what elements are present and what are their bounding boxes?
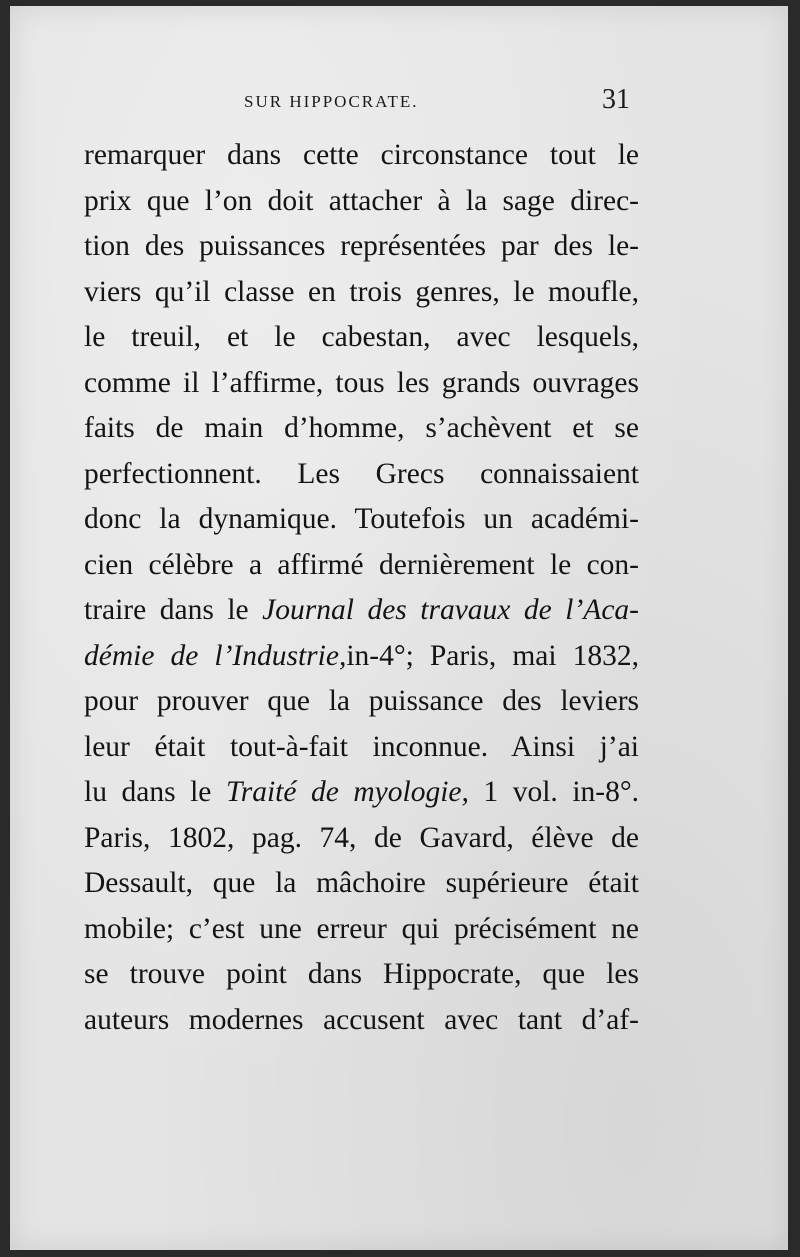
text-line — [84, 907, 639, 953]
text-line — [84, 588, 639, 634]
text-segment: tion des puissances représentées par des le- — [84, 230, 639, 262]
text-segment: mobile; c’est une erreur qui précisément ne — [84, 912, 639, 945]
text-segment: donc la dynamique. Toutefois un académi- — [84, 503, 639, 535]
text-line — [84, 406, 639, 452]
text-line — [84, 998, 639, 1044]
text-line — [84, 452, 639, 498]
page-number: 31 — [602, 84, 630, 115]
text-line — [84, 634, 639, 680]
text-line — [84, 224, 639, 270]
body-text — [84, 133, 639, 1043]
text-line — [84, 770, 639, 816]
running-head: SUR HIPPOCRATE. — [244, 92, 419, 111]
text-segment: auteurs modernes accusent avec tant d’af- — [84, 1003, 639, 1036]
text-line — [84, 270, 639, 316]
text-segment: prix que l’on doit attacher à la sage direc- — [84, 184, 639, 217]
text-segment: faits de main d’homme, s’achèvent et se — [84, 412, 639, 444]
text-segment: se trouve point dans Hippocrate, que les — [84, 958, 639, 990]
text-segment: pour prouver que la puissance des leviers — [84, 685, 639, 717]
text-line — [84, 133, 639, 179]
text-line — [84, 725, 639, 771]
text-line — [84, 361, 639, 407]
text-segment: Paris, 1802, pag. 74, de Gavard, élève de — [84, 821, 639, 854]
text-line — [84, 861, 639, 907]
page-header — [244, 86, 644, 126]
text-segment: 1 vol. in-8°. — [468, 776, 640, 808]
text-line — [84, 315, 639, 361]
text-segment: perfectionnent. Les Grecs connaissaient — [84, 457, 639, 490]
text-line — [84, 179, 639, 225]
text-segment: remarquer dans cette circonstance tout le — [84, 139, 639, 171]
text-line — [84, 952, 639, 998]
text-segment: in-4°; Paris, mai 1832, — [346, 639, 640, 672]
text-line — [84, 816, 639, 862]
text-segment: Dessault, que la mâchoire supérieure était — [84, 867, 639, 899]
italic-text: Journal des travaux de l’Aca- — [262, 594, 639, 626]
text-line — [84, 679, 639, 725]
text-line — [84, 543, 639, 589]
text-segment: lu dans le — [84, 776, 226, 808]
text-segment: cien célèbre a affirmé dernièrement le con- — [84, 548, 639, 581]
text-segment: leur était tout-à-fait inconnue. Ainsi j’ai — [84, 730, 639, 763]
italic-text: démie de l’Industrie, — [84, 639, 347, 672]
book-page — [10, 6, 788, 1250]
text-segment: comme il l’affirme, tous les grands ouvrages — [84, 366, 639, 399]
italic-text: Traité de myologie, — [225, 776, 469, 808]
text-segment: viers qu’il classe en trois genres, le moufle, — [84, 275, 639, 308]
text-segment: traire dans le — [84, 594, 263, 626]
text-line — [84, 497, 639, 543]
text-segment: le treuil, et le cabestan, avec lesquels, — [84, 321, 639, 353]
